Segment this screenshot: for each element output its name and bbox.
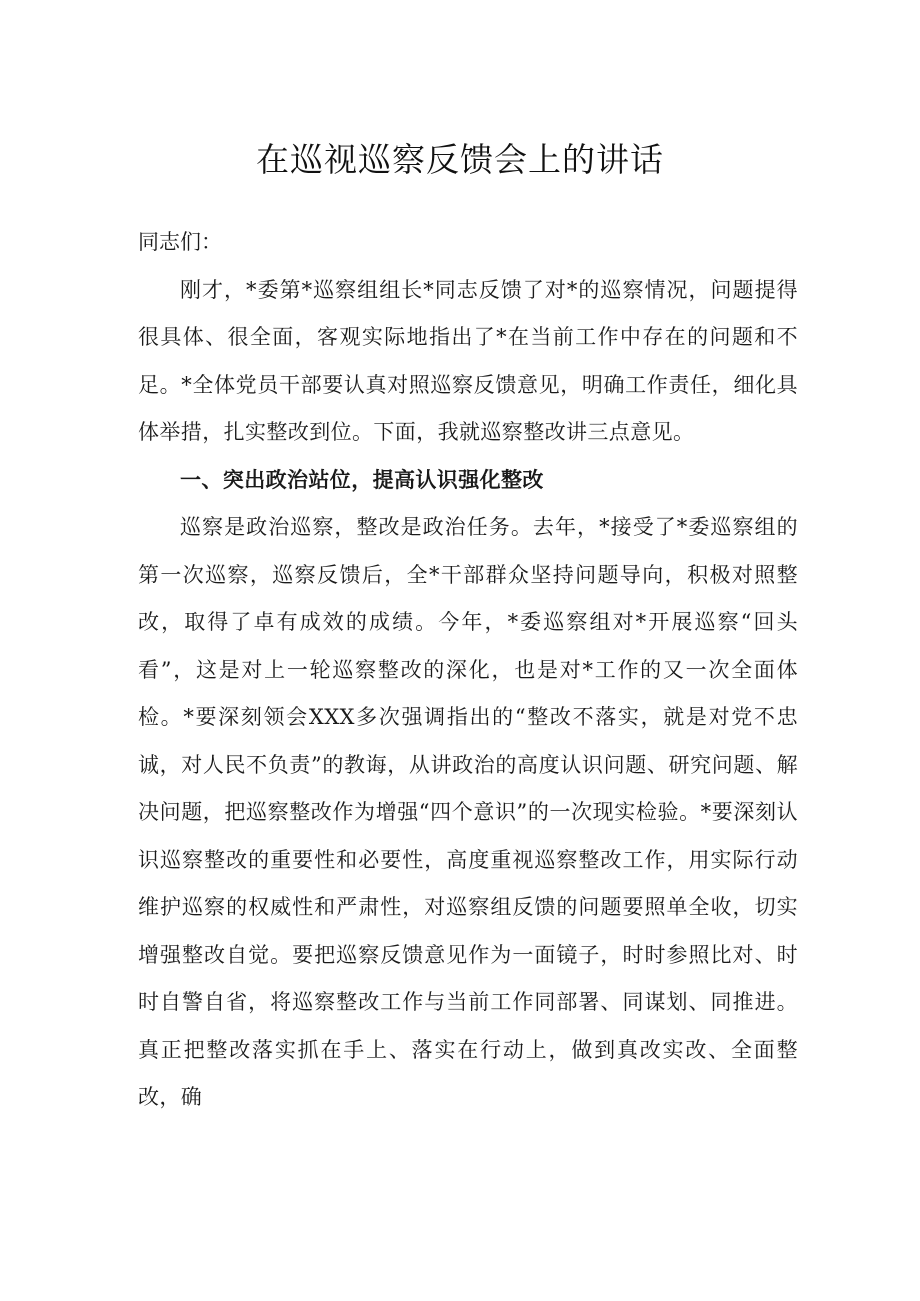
paragraph-intro: 刚才，*委第*巡察组组长*同志反馈了对*的巡察情况，问题提得很具体、很全面，客观实际地指出了*在当前工作中存在的问题和不足。*全体党员干部要认真对照巡察反馈意见，明确工作责任，细化具体举措，扎实整改到位。下面，我就巡察整改讲三点意见。 [138,277,798,444]
document-body [138,219,798,1122]
section-heading-1: 一、突出政治站位，提高认识强化整改 [180,467,544,492]
salutation: 同志们： [138,230,222,254]
paragraph-section-1: 巡察是政治巡察，整改是政治任务。去年，*接受了*委巡察组的第一次巡察，巡察反馈后，全*干部群众坚持问题导向，积极对照整改，取得了卓有成效的成绩。今年，*委巡察组对*开展巡察“回头看”，这是对上一轮巡察整改的深化，也是对*工作的又一次全面体检。*要深刻领会XXX多次强调指出的“整改不落实，就是对党不忠诚，对人民不负责”的教诲，从讲政治的高度认识问题、研究问题、解决问题，把巡察整改作为增强“四个意识”的一次现实检验。*要深刻认识巡察整改的重要性和必要性，高度重视巡察整改工作，用实际行动维护巡察的权威性和严肃性，对巡察组反馈的问题要照单全收，切实增强整改自觉。要把巡察反馈意见作为一面镜子，时时参照比对、时时自警自省，将巡察整改工作与当前工作同部署、同谋划、同推进。真正把整改落实抓在手上、落实在行动上，做到真改实改、全面整改，确 [138,515,798,1109]
document-title: 在巡视巡察反馈会上的讲话 [256,140,664,179]
